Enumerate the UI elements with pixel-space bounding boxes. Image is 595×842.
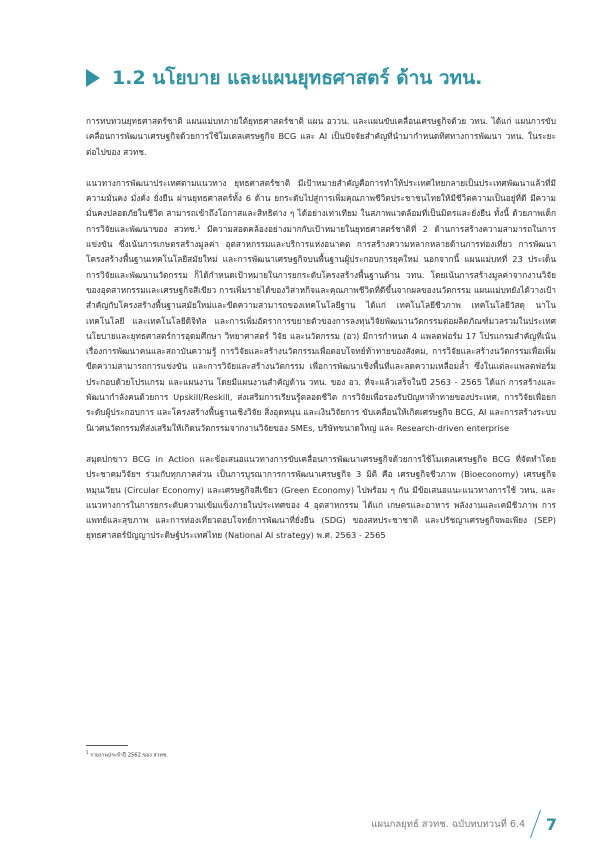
page-footer <box>371 812 557 836</box>
footnote <box>86 750 168 760</box>
triangle-bullet-icon <box>86 69 100 87</box>
page-number-block <box>535 812 557 836</box>
paragraph-national-strategy: แนวทางการพัฒนาประเทศตามแนวทาง ยุทธศาสตร์ชาติ มีเป้าหมายสำคัญคือการทำให้ประเทศไทยกลายเป็นประเทศพัฒนาแล้วที่มีความมั่นคง มั่งคั่ง ยั่งยืน ผ่านยุทธศาสตร์ทั้ง 6 ด้าน ยกระดับไปสู่การเพิ่มคุณภาพชีวิตประชาชนไทยให้มีชีวิตความเป็นอยู่ที่ดี มีความมั่นคงปลอดภัยในชีวิต สามารถเข้าถึงโอกาสและสิทธิต่าง ๆ ได้อย่างเท่าเทียม ในสภาพแวดล้อมที่เป็นมิตรและยั่งยืน ทั้งนี้ ด้วยภาพเด็กการวิจัยและพัฒนาของ สวทช.¹ มีความสอดคล้องอย่างมากกับเป้าหมายในยุทธศาสตร์ชาติที่ 2 ด้านการสร้างความสามารถในการแข่งขัน ซึ่งเน้นการเกษตรสร้างมูลค่า อุตสาหกรรมและบริการแห่งอนาคต การสร้างความหลากหลายด้านการท่องเที่ยว การพัฒนาโครงสร้างพื้นฐานเทคโนโลยีสมัยใหม่ และการพัฒนาเศรษฐกิจบนพื้นฐานผู้ประกอบการยุคใหม่ นอกจากนี้ แผนแม่บทที่ 23 ประเด็นการวิจัยและพัฒนานวัตกรรม ก็ได้กำหนดเป้าหมายในการยกระดับโครงสร้างพื้นฐานด้าน วทน. โดยเน้นการสร้างมูลค่าจากงานวิจัยของอุตสาหกรรมและเศรษฐกิจสีเขียว การเพิ่มรายได้ของวิสาหกิจและคุณภาพชีวิตที่ดีขึ้นจากผลของนวัตกรรม แผนแม่บทยังได้วางเป้าสำคัญกับโครงสร้างพื้นฐานสมัยใหม่และขีดความสามารถของเทคโนโลยีฐาน ได้แก่ เทคโนโลยีชีวภาพ เทคโนโลยีวัสดุ นาโนเทคโนโลยี และเทคโนโลยีดิจิทัล และการเพิ่มอัตราการขยายตัวของการลงทุนวิจัยพัฒนานวัตกรรมต่อผลิตภัณฑ์มวลรวมในประเทศ นโยบายและยุทธศาสตร์การอุดมศึกษา วิทยาศาสตร์ วิจัย และนวัตกรรม (อว) มีการกำหนด 4 แพลตฟอร์ม 17 โปรแกรมสำคัญที่เน้นเรื่องการพัฒนาคนและสถาบันความรู้ การวิจัยและสร้างนวัตกรรมเพื่อตอบโจทย์ท้าทายของสังคม, การวิจัยและสร้างนวัตกรรมเพื่อเพิ่มขีดความสามารถการแข่งขัน และการวิจัยและสร้างนวัตกรรม เพื่อการพัฒนาเชิงพื้นที่และลดความเหลื่อมล้ำ ซึ่งในแต่ละแพลตฟอร์มประกอบด้วยโปรแกรม และแผนงาน โดยมีแผนงานสำคัญด้าน วทน. ของ อว. ที่จะแล้วเสร็จในปี 2563 - 2565 ได้แก่ การสร้างและพัฒนากำลังคนด้วยการ Upskill/Reskill, ส่งเสริมการเรียนรู้ตลอดชีวิต การวิจัยเพื่อรองรับปัญหาท้าทายของประเทศ, การวิจัยเพื่อยกระดับผู้ประกอบการ และโครงสร้างพื้นฐานเชิงวิจัย สิ่งอุดหนุน และเงินวิจัยการ ขับเคลื่อนให้เกิดเศรษฐกิจ BCG, AI และการสร้างระบบนิเวศนวัตกรรมที่ส่งเสริมให้เกิดนวัตกรรมจากงานวิจัยของ SMEs, บริษัทขนาดใหญ่ และ Research-driven enterprise <box>86 177 556 433</box>
paragraph-bcg: สมุดปกขาว BCG in Action และข้อเสนอแนวทางการขับเคลื่อนการพัฒนาเศรษฐกิจด้วยการใช้โมเดลเศรษฐกิจ BCG ที่จัดทำโดยประชาคมวิจัยฯ ร่วมกับทุกภาคส่วน เป็นการบูรณาการการพัฒนาเศรษฐกิจ 3 มิติ คือ เศรษฐกิจชีวภาพ (Bioeconomy) เศรษฐกิจหมุนเวียน (Circular Economy) และเศรษฐกิจสีเขียว (Green Economy) ไปพร้อม ๆ กัน มีข้อเสนอแนะแนวทางการใช้ วทน. และแนวทางการในการยกระดับความเข้มแข็งภายในประเทศของ 4 อุตสาหกรรม ได้แก่ เกษตรและอาหาร พลังงานและเคมีชีวภาพ การแพทย์และสุขภาพ และการท่องเที่ยวตอบโจทย์การพัฒนาที่ยั่งยืน (SDG) ของสหประชาชาติ และปรัชญาเศรษฐกิจพอเพียง (SEP) ยุทธศาสตร์ปัญญาประดิษฐ์ประเทศไทย (National AI strategy) พ.ศ. 2563 - 2565 <box>86 453 556 541</box>
section-heading <box>86 64 482 92</box>
footnote-mark: 1 <box>86 750 89 755</box>
page-number: 7 <box>545 814 557 834</box>
paragraph-intro: การทบทวนยุทธศาสตร์ชาติ แผนแม่บทภายใต้ยุทธศาสตร์ชาติ แผน อววน. และแผนขับเคลื่อนเศรษฐกิจด้วย วทน. ได้แก่ แผนการขับเคลื่อนการพัฒนาเศรษฐกิจด้วยการใช้โมเดลเศรษฐกิจ BCG และ AI เป็นปัจจัยสำคัญที่นำมากำหนดทิศทางการพัฒนา วทน. ในระยะต่อไปของ สวทช. <box>86 116 556 157</box>
footer-document-title: แผนกลยุทธ์ สวทช. ฉบับทบทวนที่ 6.4 <box>371 818 525 830</box>
divider-slash-icon <box>530 810 541 838</box>
footnote-text: รายงานประจำปี 2562 ของ สวทช. <box>90 752 169 759</box>
body-text <box>86 114 556 560</box>
section-title: 1.2 นโยบาย และแผนยุทธศาสตร์ ด้าน วทน. <box>112 67 483 89</box>
footnote-divider <box>86 745 128 746</box>
